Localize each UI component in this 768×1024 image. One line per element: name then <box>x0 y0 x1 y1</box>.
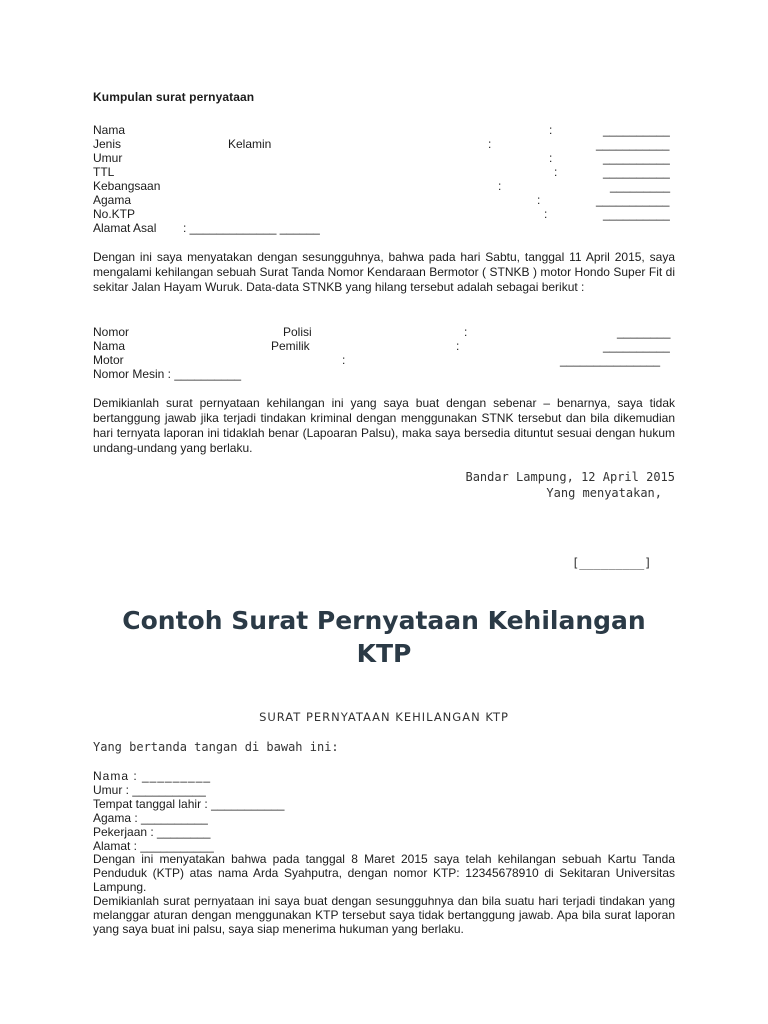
field-pemilik-label: Pemilik <box>271 339 310 353</box>
signature-declarant: Yang menyatakan, <box>546 486 662 500</box>
ktp-field-pekerjaan: Pekerjaan : ________ <box>93 825 211 839</box>
letter-subtitle: SURAT PERNYATAAN KEHILANGAN KTP <box>259 710 509 724</box>
ktp-field-umur: Umur : ___________ <box>93 783 206 797</box>
field-nama-pemilik-sep: : <box>456 339 460 353</box>
field-nomor-polisi-sep: : <box>464 325 468 339</box>
letter-intro: Yang bertanda tangan di bawah ini: <box>93 740 339 754</box>
signature-bracket: [_________] <box>572 556 652 570</box>
field-nomor-label: Nomor <box>93 325 130 339</box>
field-motor-label: Motor <box>93 353 124 367</box>
field-kebangsaan-label: Kebangsaan <box>93 179 161 193</box>
field-umur-label: Umur <box>93 151 123 165</box>
field-nama-sep: : <box>549 123 553 137</box>
field-nama-blank: __________ <box>603 123 670 137</box>
field-nama-pemilik-blank: __________ <box>603 339 670 353</box>
section-title <box>93 604 675 670</box>
field-jenis-label: Jenis <box>93 137 122 151</box>
field-alamat-value: : _____________ ______ <box>183 221 320 235</box>
ktp-field-nama: Nama : _________ <box>93 769 212 783</box>
ktp-field-ttl: Tempat tanggal lahir : ___________ <box>93 797 285 811</box>
field-ttl-sep: : <box>554 165 558 179</box>
field-alamat-label: Alamat Asal <box>93 221 157 235</box>
field-ttl-label: TTL <box>93 165 115 179</box>
ktp-field-agama: Agama : __________ <box>93 811 208 825</box>
field-ttl-blank: __________ <box>603 165 670 179</box>
ktp-statement-paragraph: Dengan ini menyatakan bahwa pada tanggal 8 Maret 2015 saya telah kehilangan sebuah Kartu Tanda Penduduk (KTP) atas nama Arda Syahputra, dengan nomor KTP: 12345678910 di Sekitaran Universitas Lampung. <box>93 852 675 894</box>
document-heading: Kumpulan surat pernyataan <box>93 90 255 104</box>
field-agama-label: Agama <box>93 193 132 207</box>
closing-paragraph-stnk: Demikianlah surat pernyataan kehilangan ini yang saya buat dengan sebenar – benarnya, saya tidak bertanggung jawab jika terjadi tindakan kriminal dengan menggunakan STNK tersebut dan bila dikemudian hari ternyata laporan ini tidaklah benar (Lapoaran Palsu), maka saya bersedia dituntut sesuai dengan hukum undang-undang yang berlaku. <box>93 396 675 455</box>
field-polisi-label: Polisi <box>283 325 312 339</box>
field-motor-blank: _______________ <box>560 353 661 367</box>
field-jenis-sep: : <box>488 137 492 151</box>
field-kebangsaan-sep: : <box>498 179 502 193</box>
field-nomor-polisi-blank: ________ <box>617 325 671 339</box>
ktp-closing-paragraph: Demikianlah surat pernyataan ini saya buat dengan sesungguhnya dan bila suatu hari terjadi tindakan yang melanggar aturan dengan menggunakan KTP tersebut saya tidak bertanggung jawab. Apa bila surat laporan yang saya buat ini palsu, saya siap menerima hukuman yang berlaku. <box>93 894 675 936</box>
field-umur-sep: : <box>549 151 553 165</box>
statement-paragraph-stnk: Dengan ini saya menyatakan dengan sesungguhnya, bahwa pada hari Sabtu, tanggal 11 April 2015, saya mengalami kehilangan sebuah Surat Tanda Nomor Kendaraan Bermotor ( STNKB ) motor Hondo Super Fit di sekitar Jalan Hayam Wuruk. Data-data STNKB yang hilang tersebut adalah sebagai berikut : <box>93 250 675 294</box>
field-nomor-mesin: Nomor Mesin : __________ <box>93 367 242 381</box>
field-motor-sep: : <box>342 353 346 367</box>
field-agama-blank: ___________ <box>596 193 670 207</box>
section-title-line1: Contoh Surat Pernyataan Kehilangan <box>122 606 646 635</box>
field-agama-sep: : <box>537 193 541 207</box>
field-jenis-blank: ___________ <box>596 137 670 151</box>
field-kebangsaan-blank: _________ <box>610 179 671 193</box>
field-noktp-sep: : <box>544 207 548 221</box>
section-title-line2: KTP <box>356 639 412 668</box>
field-noktp-label: No.KTP <box>93 207 136 221</box>
ktp-field-alamat: Alamat : ___________ <box>93 839 214 853</box>
field-kelamin-label: Kelamin <box>228 137 272 151</box>
field-noktp-blank: __________ <box>603 207 670 221</box>
signature-place-date: Bandar Lampung, 12 April 2015 <box>465 470 675 484</box>
field-umur-blank: __________ <box>603 151 670 165</box>
field-nama-pemilik-label: Nama <box>93 339 126 353</box>
field-nama-label: Nama <box>93 123 126 137</box>
